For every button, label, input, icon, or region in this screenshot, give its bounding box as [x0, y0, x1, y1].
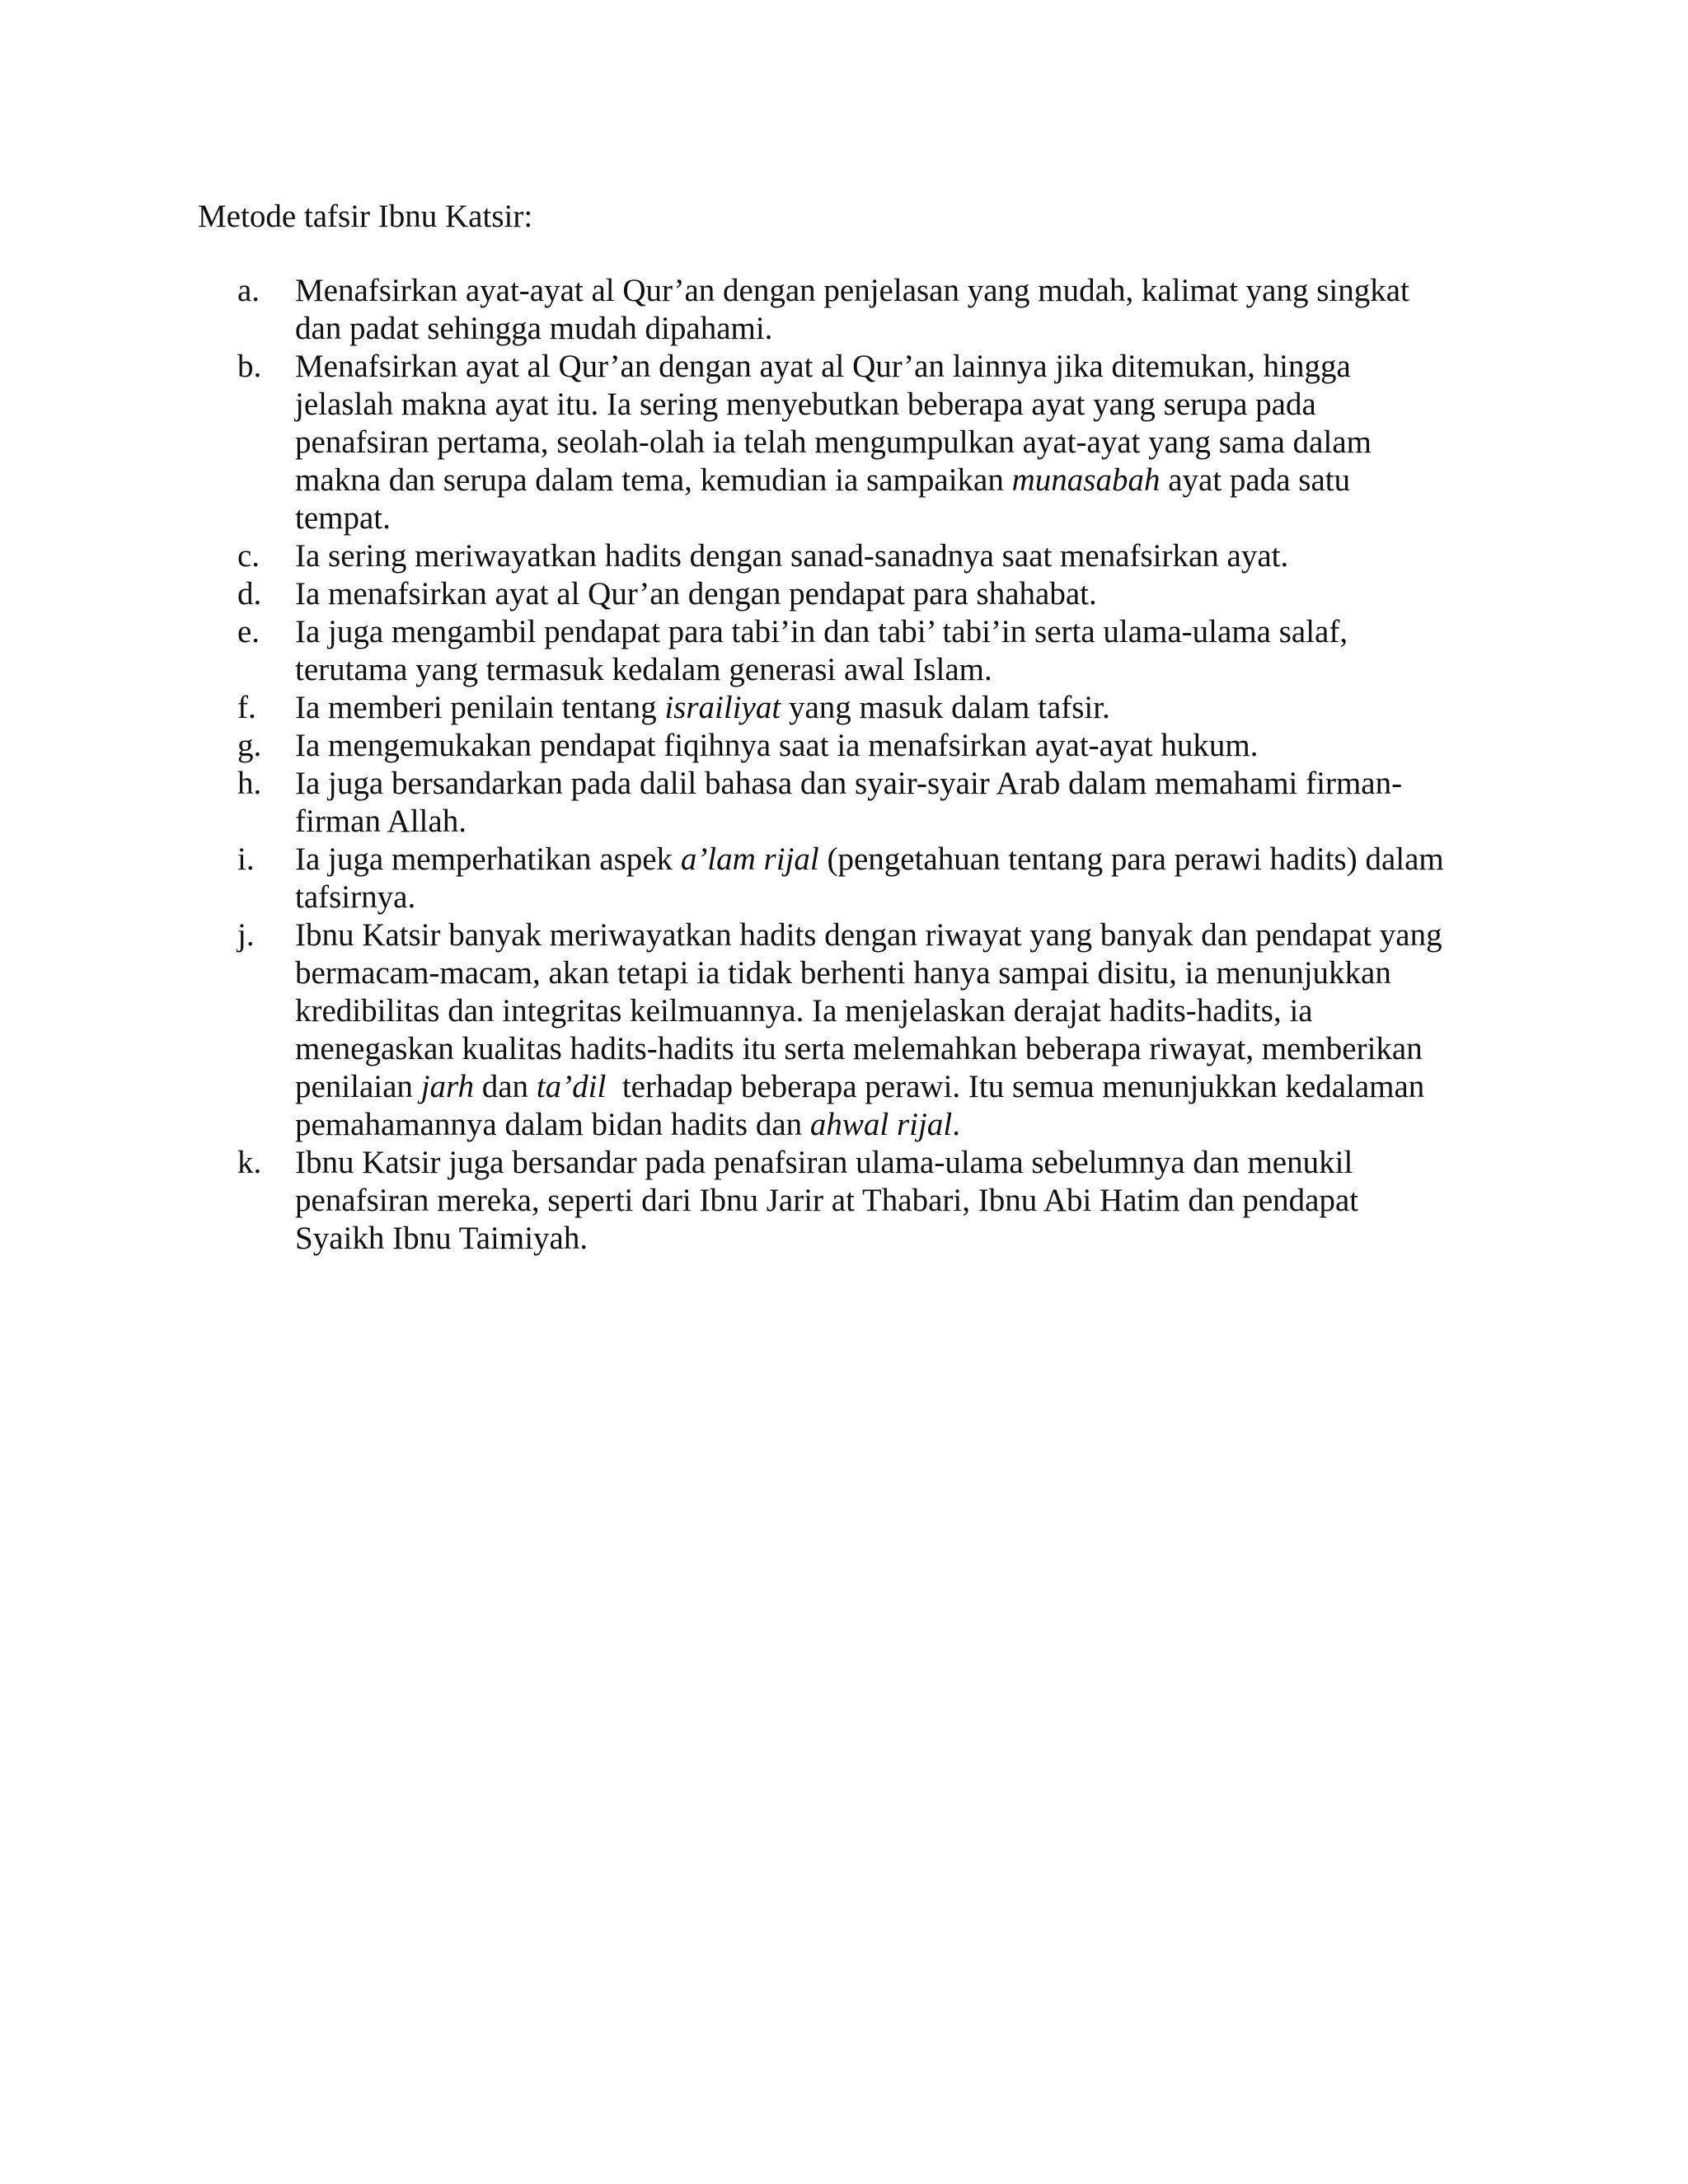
list-marker-text: g.	[237, 728, 262, 763]
list-item	[198, 575, 1484, 613]
text-run: ayat pada satu	[1160, 462, 1351, 498]
text-run: terhadap beberapa perawi. Itu semua menunjukkan kedalaman	[606, 1069, 1425, 1104]
text-line	[295, 1030, 1484, 1068]
list-marker-text: h.	[237, 766, 262, 801]
text-run: Ibnu Katsir banyak meriwayatkan hadits dengan riwayat yang banyak dan pendapat yang	[295, 917, 1442, 953]
list-marker	[198, 689, 295, 727]
list-item-text	[295, 689, 1484, 727]
list-item	[198, 765, 1484, 841]
text-run: Ia sering meriwayatkan hadits dengan sanad-sanadnya saat menafsirkan ayat.	[295, 538, 1289, 574]
list-item-text	[295, 272, 1484, 348]
list-marker	[198, 613, 295, 651]
text-line	[295, 499, 1484, 537]
text-line	[295, 310, 1484, 348]
italic-term: ahwal rijal	[809, 1107, 953, 1142]
text-run: Ia juga bersandarkan pada dalil bahasa dan syair-syair Arab dalam memahami firman-	[295, 766, 1403, 801]
text-line	[295, 689, 1484, 727]
list-marker-text: d.	[237, 576, 262, 612]
text-run: pemahamannya dalam bidan hadits dan	[295, 1107, 810, 1142]
list-marker	[198, 272, 295, 310]
text-run: Menafsirkan ayat-ayat al Qur’an dengan penjelasan yang mudah, kalimat yang singkat	[295, 273, 1409, 308]
list-item-text	[295, 916, 1484, 1144]
italic-term: israiliyat	[664, 690, 781, 725]
text-run: makna dan serupa dalam tema, kemudian ia sampaikan	[295, 462, 1012, 498]
text-run: tempat.	[295, 500, 391, 536]
text-line	[295, 992, 1484, 1030]
list-item-text	[295, 575, 1484, 613]
text-line	[295, 348, 1484, 386]
list-item-text	[295, 1144, 1484, 1258]
text-line	[295, 916, 1484, 954]
text-line	[295, 1068, 1484, 1106]
text-line	[295, 765, 1484, 803]
text-run: (pengetahuan tentang para perawi hadits) dalam	[818, 841, 1444, 877]
text-run: yang masuk dalam tafsir.	[781, 690, 1110, 725]
list-marker-text: f.	[237, 690, 256, 725]
text-run: jelaslah makna ayat itu. Ia sering menyebutkan beberapa ayat yang serupa pada	[295, 387, 1316, 422]
text-line	[295, 879, 1484, 916]
method-list	[198, 272, 1484, 1258]
list-marker	[198, 765, 295, 803]
list-marker	[198, 348, 295, 386]
text-line	[295, 575, 1484, 613]
text-run: dan padat sehingga mudah dipahami.	[295, 311, 773, 346]
list-marker-text: k.	[237, 1145, 262, 1180]
text-line	[295, 954, 1484, 992]
list-item	[198, 689, 1484, 727]
text-run: terutama yang termasuk kedalam generasi awal Islam.	[295, 652, 992, 687]
text-line	[295, 613, 1484, 651]
list-item-text	[295, 613, 1484, 689]
page-title: Metode tafsir Ibnu Katsir:	[198, 199, 533, 234]
list-marker-text: e.	[237, 614, 260, 649]
text-line	[295, 727, 1484, 765]
text-run: penilaian	[295, 1069, 421, 1104]
text-run: .	[952, 1107, 960, 1142]
list-item	[198, 272, 1484, 348]
text-run: penafsiran mereka, seperti dari Ibnu Jarir at Thabari, Ibnu Abi Hatim dan pendapat	[295, 1183, 1359, 1218]
list-item-text	[295, 348, 1484, 537]
text-run: Ia menafsirkan ayat al Qur’an dengan pendapat para shahabat.	[295, 576, 1097, 612]
text-run: kredibilitas dan integritas keilmuannya. Ia menjelaskan derajat hadits-hadits, ia	[295, 993, 1313, 1029]
list-item	[198, 537, 1484, 575]
list-item-text	[295, 727, 1484, 765]
list-marker-text: c.	[237, 538, 260, 574]
text-line	[295, 803, 1484, 841]
text-run: Menafsirkan ayat al Qur’an dengan ayat al Qur’an lainnya jika ditemukan, hingga	[295, 349, 1351, 384]
list-item	[198, 916, 1484, 1144]
list-marker-text: i.	[237, 841, 255, 877]
list-marker-text: j.	[237, 917, 255, 953]
list-marker	[198, 841, 295, 879]
text-run: Ibnu Katsir juga bersandar pada penafsiran ulama-ulama sebelumnya dan menukil	[295, 1145, 1353, 1180]
text-run: menegaskan kualitas hadits-hadits itu serta melemahkan beberapa riwayat, memberikan	[295, 1031, 1423, 1066]
text-line	[295, 651, 1484, 689]
list-item	[198, 613, 1484, 689]
text-line	[295, 537, 1484, 575]
list-item-text	[295, 537, 1484, 575]
text-run: bermacam-macam, akan tetapi ia tidak berhenti hanya sampai disitu, ia menunjukkan	[295, 955, 1391, 991]
text-line	[295, 1182, 1484, 1220]
text-line	[295, 272, 1484, 310]
text-run: dan	[474, 1069, 537, 1104]
italic-term: ta’dil	[536, 1069, 607, 1104]
list-marker-text: b.	[237, 349, 262, 384]
text-line	[295, 1106, 1484, 1144]
text-run: Ia juga memperhatikan aspek	[295, 841, 681, 877]
list-item-text	[295, 841, 1484, 916]
text-run: Ia juga mengambil pendapat para tabi’in dan tabi’ tabi’in serta ulama-ulama salaf,	[295, 614, 1348, 649]
list-item-text	[295, 765, 1484, 841]
list-item	[198, 348, 1484, 537]
list-marker	[198, 575, 295, 613]
list-item	[198, 1144, 1484, 1258]
italic-term: a’lam rijal	[680, 841, 819, 877]
list-marker	[198, 537, 295, 575]
text-run: Ia mengemukakan pendapat fiqihnya saat ia menafsirkan ayat-ayat hukum.	[295, 728, 1259, 763]
text-line	[295, 841, 1484, 879]
list-marker	[198, 727, 295, 765]
text-run: tafsirnya.	[295, 879, 416, 915]
italic-term: munasabah	[1011, 462, 1160, 498]
list-marker-text: a.	[237, 273, 260, 308]
text-run: Syaikh Ibnu Taimiyah.	[295, 1221, 588, 1256]
list-marker	[198, 916, 295, 954]
text-line	[295, 1220, 1484, 1258]
italic-term: jarh	[420, 1069, 474, 1104]
text-line	[295, 386, 1484, 424]
text-line	[295, 424, 1484, 462]
text-run: Ia memberi penilain tentang	[295, 690, 665, 725]
text-line	[295, 462, 1484, 499]
text-run: penafsiran pertama, seolah-olah ia telah mengumpulkan ayat-ayat yang sama dalam	[295, 424, 1372, 460]
list-marker	[198, 1144, 295, 1182]
list-item	[198, 727, 1484, 765]
text-run: firman Allah.	[295, 804, 467, 839]
list-item	[198, 841, 1484, 916]
text-line	[295, 1144, 1484, 1182]
